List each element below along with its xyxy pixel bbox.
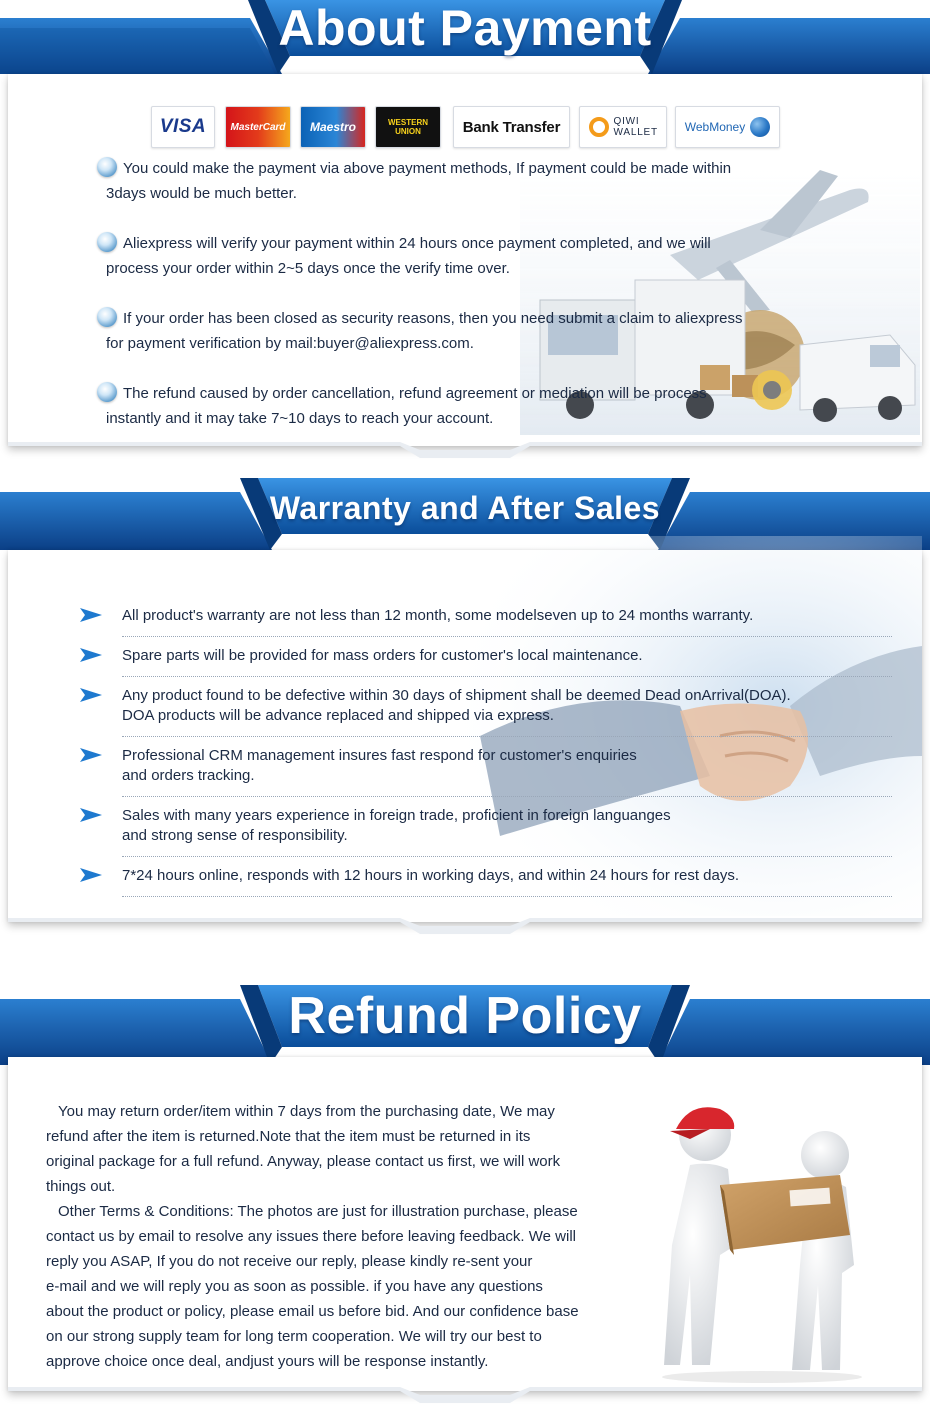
refund-line: approve choice once deal, andjust yours will be response instantly. [46,1353,489,1370]
bank-transfer-logo [453,106,570,148]
payment-note-line: instantly and it may take 7~10 days to reach your account. [106,410,494,427]
warranty-line: and orders tracking. [122,767,255,784]
card-bottom-notch [0,1387,930,1409]
refund-line: about the product or policy, please email us before bid. And our confidence base [46,1303,579,1320]
refund-policy-title: Refund Policy [288,987,642,1045]
arrow-bullet-icon [80,688,102,702]
webmoney-logo [675,106,780,148]
about-payment-title: About Payment [278,0,652,56]
refund-policy-section [0,985,930,1419]
qiwi-label: QIWI WALLET [613,116,658,138]
card-bottom-notch [0,918,930,940]
visa-label: VISA [159,116,207,137]
warranty-line: 7*24 hours online, responds with 12 hours in working days, and within 24 hours for rest days. [122,867,740,884]
bubble-icon [97,157,117,177]
refund-line: original package for a full refund. Anyway, please contact us first, we will work [46,1153,561,1170]
delivery-figures-illustration [650,1095,875,1385]
western-union-label: WESTERN UNION [388,118,428,136]
list-item [97,231,837,281]
mastercard-logo [225,106,291,148]
warranty-line: Sales with many years experience in foreign trade, proficient in foreign languanges [122,807,671,824]
warranty-line: All product's warranty are not less than 12 month, some modelseven up to 24 months warranty. [122,607,754,624]
arrow-bullet-icon [80,868,102,882]
payment-note-line: for payment verification by mail:buyer@aliexpress.com. [106,335,474,352]
qiwi-wallet-logo [579,106,667,148]
arrow-bullet-icon [80,808,102,822]
divider [122,736,892,737]
mastercard-label: MasterCard [230,121,286,133]
payment-note-line: process your order within 2~5 days once the verify time over. [106,260,510,277]
refund-policy-text [46,1099,666,1374]
arrow-bullet-icon [80,748,102,762]
maestro-label: Maestro [309,120,356,134]
arrow-bullet-icon [80,608,102,622]
list-item [97,306,837,356]
divider [122,856,892,857]
divider [122,796,892,797]
warranty-line: Any product found to be defective within 30 days of shipment shall be deemed Dead onArrival(DOA). [122,687,791,704]
webmoney-globe-icon [750,117,770,137]
about-payment-section [0,0,930,465]
divider [122,636,892,637]
maestro-logo [300,106,366,148]
warranty-line: Spare parts will be provided for mass orders for customer's local maintenance. [122,647,643,664]
warranty-line: and strong sense of responsibility. [122,827,348,844]
payment-note-line: The refund caused by order cancellation, refund agreement or mediation will be process [123,385,707,402]
refund-line: Other Terms & Conditions: The photos are just for illustration purchase, please [58,1203,578,1220]
bubble-icon [97,382,117,402]
bubble-icon [97,232,117,252]
warranty-line: DOA products will be advance replaced and shipped via express. [122,707,554,724]
webmoney-label: WebMoney [684,120,746,134]
payment-note-line: If your order has been closed as security reasons, then you need submit a claim to aliexpress [123,310,743,327]
bubble-icon [97,307,117,327]
qiwi-icon [589,117,609,137]
arrow-bullet-icon [80,648,102,662]
refund-line: You may return order/item within 7 days from the purchasing date, We may [58,1103,555,1120]
payment-note-line: You could make the payment via above payment methods, If payment could be made within [123,160,732,177]
card-bottom-notch [0,442,930,464]
refund-line: on our strong supply team for long term cooperation. We will try our best to [46,1328,542,1345]
bank-transfer-label: Bank Transfer [462,118,561,136]
list-item [97,381,837,431]
refund-line: things out. [46,1178,116,1195]
warranty-section [0,478,930,965]
refund-line: refund after the item is returned.Note that the item must be returned in its [46,1128,531,1145]
refund-line: e-mail and we will reply you as soon as possible. if you have any questions [46,1278,543,1295]
warranty-line: Professional CRM management insures fast respond for customer's enquiries [122,747,637,764]
divider [122,676,892,677]
handshake-illustration [440,536,922,916]
refund-line: contact us by email to resolve any issues there before leaving feedback. We will [46,1228,576,1245]
visa-logo [151,106,215,148]
western-union-logo [375,106,441,148]
payment-note-line: Aliexpress will verify your payment within 24 hours once payment completed, and we will [123,235,711,252]
divider [122,896,892,897]
refund-line: reply you ASAP, If you do not receive our reply, please kindly re-sent your [46,1253,533,1270]
payment-note-line: 3days would be much better. [106,185,297,202]
list-item [97,156,837,206]
warranty-title: Warranty and After Sales [269,490,661,526]
